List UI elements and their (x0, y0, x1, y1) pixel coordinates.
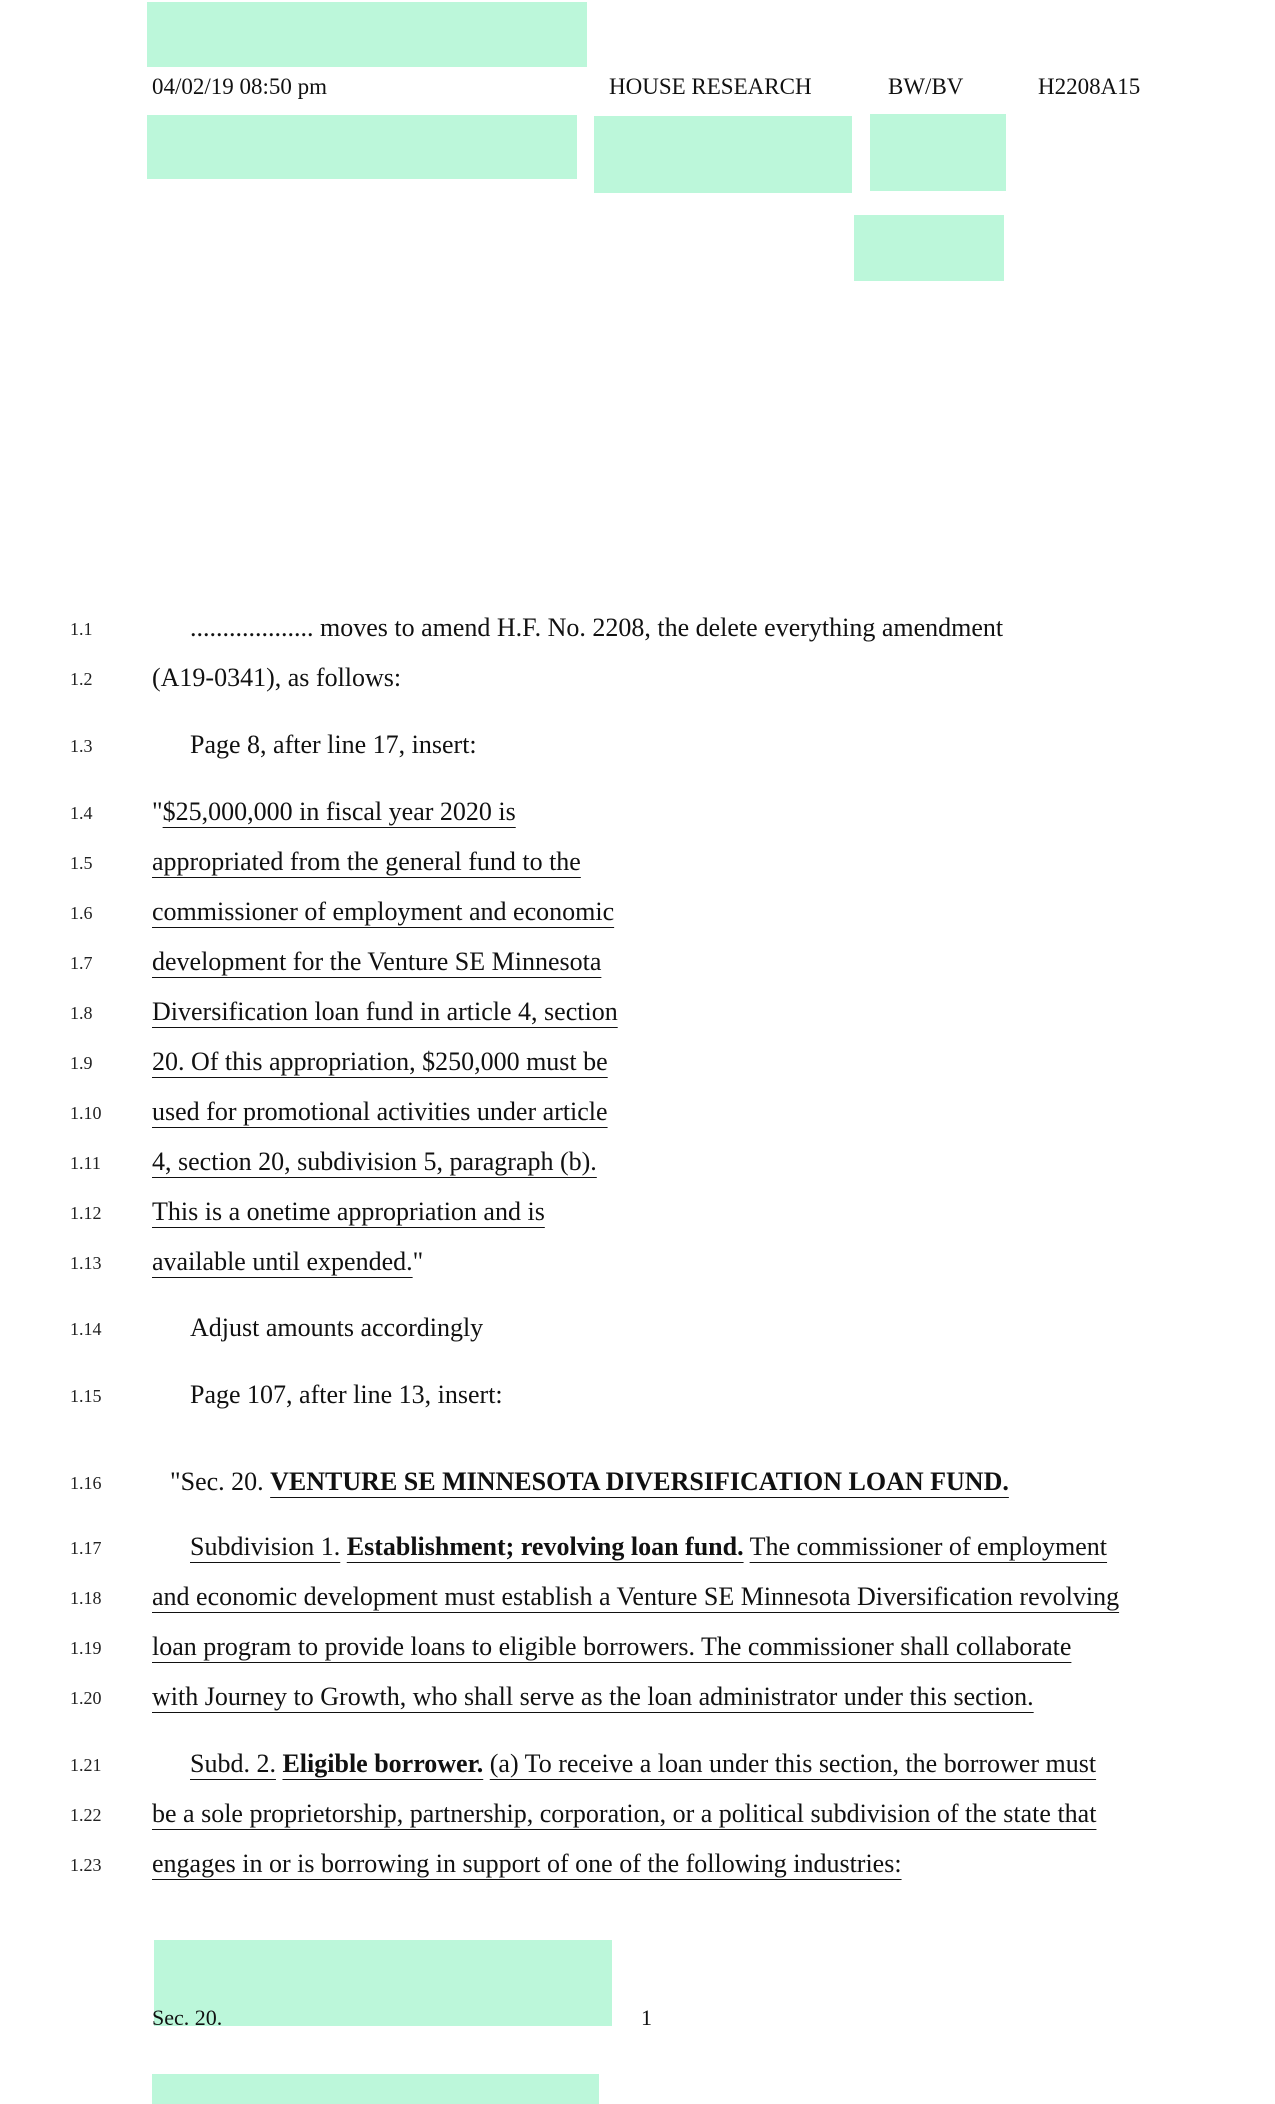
document-line (152, 897, 614, 927)
line-number: 1.9 (70, 1053, 93, 1073)
inserted-text: Subdivision 1. (190, 1532, 341, 1561)
header-initials: BW/BV (888, 74, 964, 99)
line-number: 1.1 (70, 619, 93, 639)
line-number: 1.5 (70, 853, 93, 873)
document-line (190, 1313, 483, 1343)
line-number: 1.12 (70, 1203, 102, 1223)
document-line (152, 1147, 597, 1177)
document-line (190, 730, 477, 760)
inserted-text: be a sole proprietorship, partnership, corporation, or a political subdivision of the state that (152, 1799, 1097, 1828)
line-number: 1.14 (70, 1319, 102, 1339)
document-line (152, 1632, 1071, 1662)
line-number: 1.17 (70, 1538, 102, 1558)
highlight-box (147, 115, 577, 179)
highlight-box (147, 2, 587, 67)
inserted-text: development for the Venture SE Minnesota (152, 947, 602, 976)
document-line (190, 1380, 503, 1410)
line-number: 1.13 (70, 1253, 102, 1273)
inserted-text: with Journey to Growth, who shall serve as the loan administrator under this section. (152, 1682, 1034, 1711)
inserted-text: 20. Of this appropriation, $250,000 must be (152, 1047, 608, 1076)
line-number: 1.16 (70, 1473, 102, 1493)
text-segment: " (152, 797, 163, 826)
inserted-text: The commissioner of employment (749, 1532, 1108, 1561)
document-line (190, 1749, 1096, 1779)
text-segment: "Sec. 20. (170, 1467, 271, 1496)
highlight-box (594, 116, 852, 193)
line-number: 1.11 (70, 1153, 101, 1173)
line-number: 1.10 (70, 1103, 102, 1123)
footer-section: Sec. 20. (152, 2005, 223, 2030)
line-number: 1.7 (70, 953, 93, 973)
text-segment: ................... moves to amend H.F. No. 2208, the delete everything amendment (190, 613, 1004, 642)
text-segment: Adjust amounts accordingly (190, 1313, 484, 1342)
inserted-text: $25,000,000 in fiscal year 2020 is (162, 797, 516, 826)
document-line (152, 847, 581, 877)
highlight-box (854, 215, 1004, 281)
line-number: 1.20 (70, 1688, 102, 1708)
inserted-text: (a) To receive a loan under this section, the borrower must (489, 1749, 1097, 1778)
document-line (170, 1467, 1009, 1497)
inserted-text: available until expended. (152, 1247, 413, 1276)
document-line (152, 663, 401, 693)
highlight-box (154, 1940, 612, 2026)
line-number: 1.3 (70, 736, 93, 756)
line-number: 1.23 (70, 1855, 102, 1875)
text-segment: Page 8, after line 17, insert: (190, 730, 477, 759)
inserted-text: loan program to provide loans to eligible borrowers. The commissioner shall collaborate (152, 1632, 1072, 1661)
highlight-box (870, 114, 1006, 191)
line-number: 1.22 (70, 1805, 102, 1825)
inserted-text: commissioner of employment and economic (152, 897, 615, 926)
inserted-text: 4, section 20, subdivision 5, paragraph (b). (152, 1147, 597, 1176)
line-number: 1.21 (70, 1755, 102, 1775)
inserted-text: and economic development must establish a Venture SE Minnesota Diversification revolving (152, 1582, 1120, 1611)
document-line (152, 1582, 1119, 1612)
footer-page-number: 1 (641, 2005, 652, 2030)
header-date: 04/02/19 08:50 pm (152, 74, 328, 99)
line-number: 1.6 (70, 903, 93, 923)
document-line (152, 1799, 1096, 1829)
document-line (152, 997, 618, 1027)
document-line (190, 613, 1003, 643)
inserted-text: Eligible borrower. (282, 1749, 484, 1778)
line-number: 1.18 (70, 1588, 102, 1608)
document-line (152, 1849, 902, 1879)
document-line (152, 1247, 423, 1277)
text-segment: Page 107, after line 13, insert: (190, 1380, 503, 1409)
document-line (152, 947, 601, 977)
inserted-text: This is a onetime appropriation and is (152, 1197, 545, 1226)
inserted-text: Subd. 2. (190, 1749, 276, 1778)
document-line (152, 797, 516, 827)
line-number: 1.4 (70, 803, 93, 823)
line-number: 1.2 (70, 669, 93, 689)
document-line (152, 1682, 1034, 1712)
inserted-text: Establishment; revolving loan fund. (346, 1532, 744, 1561)
header-office: HOUSE RESEARCH (609, 74, 812, 99)
header-code: H2208A15 (1038, 74, 1141, 99)
text-segment: (A19-0341), as follows: (152, 663, 402, 692)
document-line (152, 1197, 545, 1227)
line-number: 1.15 (70, 1386, 102, 1406)
line-number: 1.19 (70, 1638, 102, 1658)
inserted-text: engages in or is borrowing in support of one of the following industries: (152, 1849, 902, 1878)
text-segment: " (412, 1247, 424, 1276)
document-line (152, 1097, 608, 1127)
document-line (190, 1532, 1107, 1562)
inserted-text: used for promotional activities under article (152, 1097, 608, 1126)
line-number: 1.8 (70, 1003, 93, 1023)
document-line (152, 1047, 608, 1077)
inserted-text: VENTURE SE MINNESOTA DIVERSIFICATION LOAN FUND. (270, 1467, 1009, 1496)
inserted-text: appropriated from the general fund to the (152, 847, 581, 876)
inserted-text: Diversification loan fund in article 4, section (152, 997, 618, 1026)
